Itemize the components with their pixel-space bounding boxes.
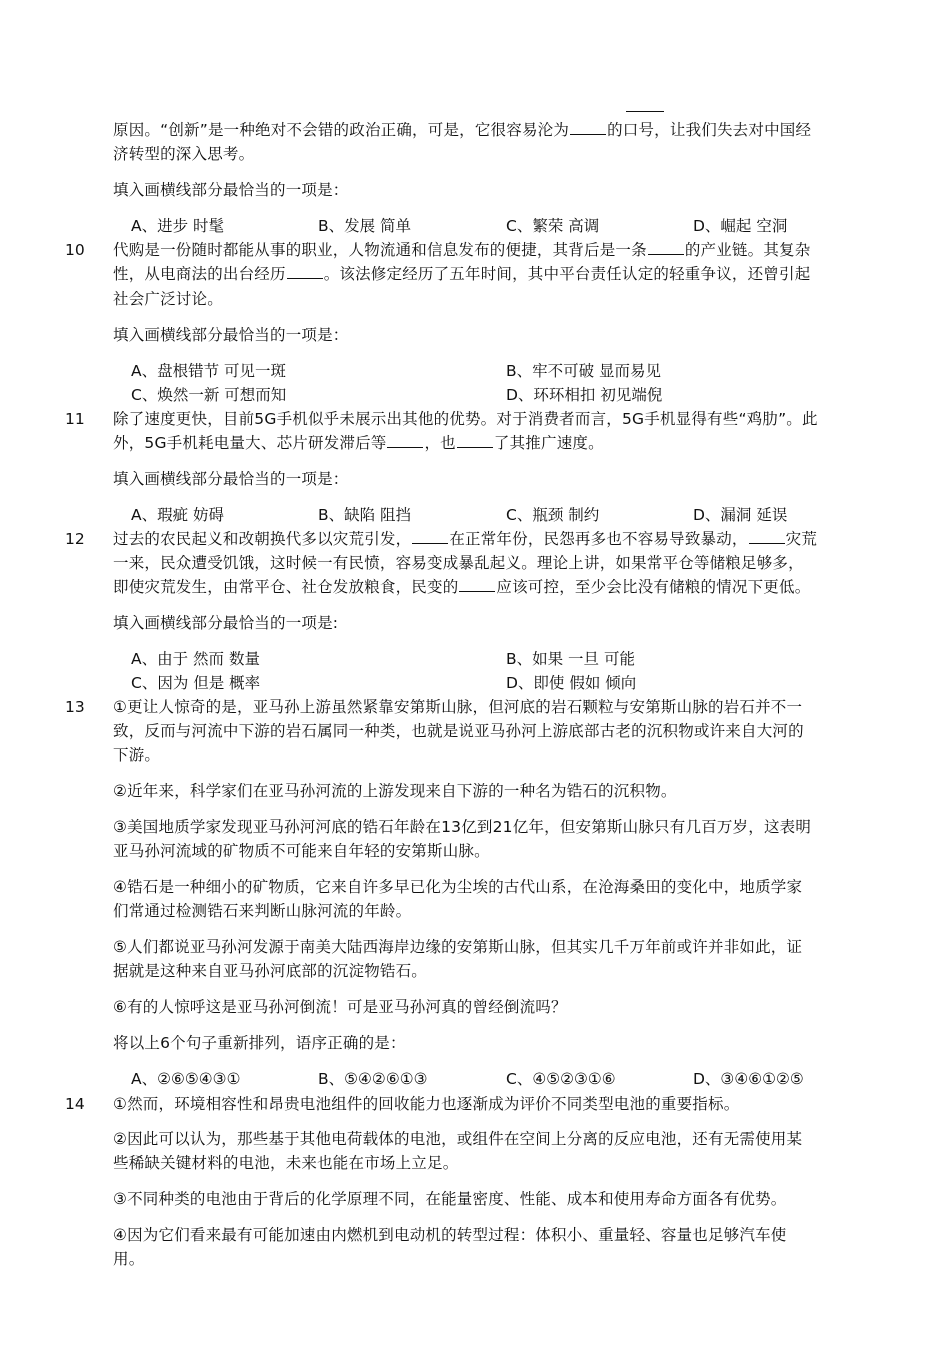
q11-option-d: D、漏洞 延误 bbox=[693, 506, 788, 524]
q13-sentence-4-line-2: 们常通过检测锆石来判断山脉河流的年龄。 bbox=[113, 902, 412, 920]
fill-blank bbox=[570, 120, 606, 135]
q13-number: 13 bbox=[65, 698, 85, 716]
q10-line-3: 社会广泛讨论。 bbox=[113, 290, 223, 308]
q11-option-b: B、缺陷 阻挡 bbox=[318, 506, 412, 524]
fill-blank bbox=[648, 240, 684, 255]
q12-option-a: A、由于 然而 数量 bbox=[131, 650, 260, 668]
q9-prompt: 填入画横线部分最恰当的一项是： bbox=[113, 181, 349, 199]
answer-line-top bbox=[626, 111, 664, 112]
q12-line-2: 一来，民众遭受饥饿，这时候一有民愤，容易变成暴乱起义。理论上讲，如果常平仓等储粮足够多， bbox=[113, 554, 804, 572]
q14-number: 14 bbox=[65, 1095, 85, 1113]
q9-option-c: C、繁荣 高调 bbox=[506, 217, 600, 235]
q12-line-3: 即使灾荒发生，由常平仓、社仓发放粮食，民变的 应该可控，至少会比没有储粮的情况下更低。 bbox=[113, 578, 811, 596]
q12-option-c: C、因为 但是 概率 bbox=[131, 674, 261, 692]
q10-line-1: 代购是一份随时都能从事的职业，人物流通和信息发布的便捷，其背后是一条 的产业链。其复杂 bbox=[113, 241, 811, 259]
q13-sentence-3-line-2: 亚马孙河流域的矿物质不可能来自年轻的安第斯山脉。 bbox=[113, 842, 490, 860]
fill-blank bbox=[287, 264, 323, 279]
q10-option-a: A、盘根错节 可见一斑 bbox=[131, 362, 287, 380]
q11-number: 11 bbox=[65, 410, 85, 428]
fill-blank bbox=[457, 433, 493, 448]
q13-sentence-2: ②近年来，科学家们在亚马孙河流的上游发现来自下游的一种名为锆石的沉积物。 bbox=[113, 782, 677, 800]
q10-option-b: B、牢不可破 显而易见 bbox=[506, 362, 662, 380]
q13-sentence-1-line-2: 致，反而与河流中下游的岩石属同一种类，也就是说亚马孙河上游底部古老的沉积物或许来自大河的 bbox=[113, 722, 804, 740]
q13-sentence-5-line-2: 据就是这种来自亚马孙河底部的沉淀物锆石。 bbox=[113, 962, 428, 980]
q13-sentence-6: ⑥有的人惊呼这是亚马孙河倒流！可是亚马孙河真的曾经倒流吗？ bbox=[113, 998, 567, 1016]
q13-option-c: C、④⑤②③①⑥ bbox=[506, 1070, 616, 1088]
q13-sentence-1-line-3: 下游。 bbox=[113, 746, 161, 764]
q10-option-d: D、环环相扣 初见端倪 bbox=[506, 386, 663, 404]
q12-line-1: 过去的农民起义和改朝换代多以灾荒引发， 在正常年份，民怨再多也不容易导致暴动， 灾荒 bbox=[113, 530, 818, 548]
q9-line-1: 原因。“创新”是一种绝对不会错的政治正确，可是，它很容易沦为 的口号，让我们失去对中国经 bbox=[113, 121, 812, 139]
q11-line-2: 外，5G手机耗电量大、芯片研发滞后等 ，也 了其推广速度。 bbox=[113, 434, 604, 452]
q10-number: 10 bbox=[65, 241, 85, 259]
q14-sentence-2-line-1: ②因此可以认为，那些基于其他电荷载体的电池，或组件在空间上分离的反应电池，还有无需使用某 bbox=[113, 1130, 803, 1148]
q10-option-c: C、焕然一新 可想而知 bbox=[131, 386, 287, 404]
q13-prompt: 将以上6个句子重新排列，语序正确的是： bbox=[113, 1034, 406, 1052]
q13-sentence-1-line-1: ①更让人惊奇的是，亚马孙上游虽然紧靠安第斯山脉，但河底的岩石颗粒与安第斯山脉的岩石并不一 bbox=[113, 698, 803, 716]
q11-option-a: A、瑕疵 妨碍 bbox=[131, 506, 225, 524]
q11-prompt: 填入画横线部分最恰当的一项是： bbox=[113, 470, 349, 488]
fill-blank bbox=[459, 577, 495, 592]
q12-option-b: B、如果 一旦 可能 bbox=[506, 650, 635, 668]
q12-prompt: 填入画横线部分最恰当的一项是: bbox=[113, 614, 339, 632]
q11-line-1: 除了速度更快，目前5G手机似乎未展示出其他的优势。对于消费者而言，5G手机显得有些“鸡肋”。此 bbox=[113, 410, 818, 428]
q14-sentence-4-line-1: ④因为它们看来最有可能加速由内燃机到电动机的转型过程：体积小、重量轻、容量也足够汽车使 bbox=[113, 1226, 787, 1244]
q9-line-2: 济转型的深入思考。 bbox=[113, 145, 255, 163]
q12-option-d: D、即使 假如 倾向 bbox=[506, 674, 637, 692]
q9-option-b: B、发展 简单 bbox=[318, 217, 412, 235]
q13-option-b: B、⑤④②⑥①③ bbox=[318, 1070, 428, 1088]
q11-option-c: C、瓶颈 制约 bbox=[506, 506, 600, 524]
q14-sentence-3: ③不同种类的电池由于背后的化学原理不同，在能量密度、性能、成本和使用寿命方面各有优势。 bbox=[113, 1190, 787, 1208]
q13-sentence-3-line-1: ③美国地质学家发现亚马孙河河底的锆石年龄在13亿到21亿年，但安第斯山脉只有几百万岁，这表明 bbox=[113, 818, 812, 836]
q13-option-a: A、②⑥⑤④③① bbox=[131, 1070, 241, 1088]
q13-option-d: D、③④⑥①②⑤ bbox=[693, 1070, 804, 1088]
fill-blank bbox=[387, 433, 423, 448]
q9-option-d: D、崛起 空洞 bbox=[693, 217, 788, 235]
fill-blank bbox=[749, 529, 785, 544]
q13-sentence-5-line-1: ⑤人们都说亚马孙河发源于南美大陆西海岸边缘的安第斯山脉，但其实几千万年前或许并非如此，证 bbox=[113, 938, 803, 956]
q10-prompt: 填入画横线部分最恰当的一项是： bbox=[113, 326, 349, 344]
q14-sentence-1: ①然而，环境相容性和昂贵电池组件的回收能力也逐渐成为评价不同类型电池的重要指标。 bbox=[113, 1095, 740, 1113]
q12-number: 12 bbox=[65, 530, 85, 548]
q13-sentence-4-line-1: ④锆石是一种细小的矿物质，它来自许多早已化为尘埃的古代山系，在沧海桑田的变化中，地质学家 bbox=[113, 878, 803, 896]
fill-blank bbox=[412, 529, 448, 544]
q9-option-a: A、进步 时髦 bbox=[131, 217, 225, 235]
q10-line-2: 性，从电商法的出台经历 。该法修定经历了五年时间，其中平台责任认定的轻重争议，还曾引起 bbox=[113, 265, 811, 283]
q14-sentence-4-line-2: 用。 bbox=[113, 1250, 145, 1268]
q14-sentence-2-line-2: 些稀缺关键材料的电池，未来也能在市场上立足。 bbox=[113, 1154, 459, 1172]
